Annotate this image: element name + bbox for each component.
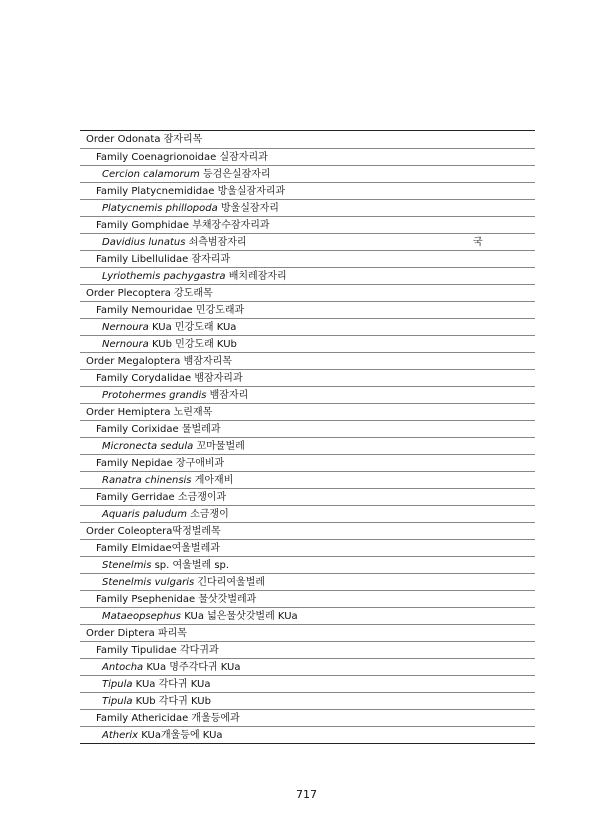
common-name: 긴다리여울벌레 <box>194 577 266 588</box>
family-row <box>80 216 535 233</box>
scientific-name: Ranatra chinensis <box>102 475 192 486</box>
scientific-name: Mataeopsephus <box>102 611 182 622</box>
taxon-label: Family Psephenidae 물삿갓벌레과 <box>96 594 257 605</box>
family-row <box>80 420 535 437</box>
common-name: KUa 민강도래 KUa <box>148 322 237 333</box>
species-row <box>80 471 535 488</box>
taxon-label: Family Nepidae 장구애비과 <box>96 458 225 469</box>
scientific-name: Platycnemis phillopoda <box>102 203 218 214</box>
family-row <box>80 250 535 267</box>
taxon-label: Order Odonata 잠자리목 <box>86 134 203 145</box>
species-row <box>80 573 535 590</box>
scientific-name: Antocha <box>102 662 144 673</box>
species-row <box>80 233 535 250</box>
common-name: KUa 각다귀 KUa <box>132 679 211 690</box>
status-mark: 국 <box>473 237 483 248</box>
common-name: 방울실잠자리 <box>217 203 279 214</box>
taxon-label: Family Coenagrionoidae 실잠자리과 <box>96 152 268 163</box>
taxon-label: Family Gerridae 소금쟁이과 <box>96 492 227 503</box>
taxon-label: Family Corydalidae 뱀잠자리과 <box>96 373 243 384</box>
species-row <box>80 658 535 675</box>
species-row <box>80 386 535 403</box>
species-row <box>80 505 535 522</box>
taxon-label: Family Platycnemididae 방울실잠자리과 <box>96 186 286 197</box>
taxa-list <box>80 130 535 744</box>
species-row <box>80 692 535 709</box>
scientific-name: Davidius lunatus <box>102 237 186 248</box>
common-name: KUb 민강도래 KUb <box>148 339 237 350</box>
family-row <box>80 539 535 556</box>
taxon-label: Family Nemouridae 민강도래과 <box>96 305 245 316</box>
common-name: 꼬마물벌레 <box>193 441 245 452</box>
taxon-label: Order Megaloptera 뱀잠자리목 <box>86 356 232 367</box>
species-row <box>80 726 535 743</box>
family-row <box>80 301 535 318</box>
common-name: 게아재비 <box>191 475 234 486</box>
taxon-label: Family Tipulidae 각다귀과 <box>96 645 219 656</box>
common-name: 뱀잠자리 <box>206 390 249 401</box>
scientific-name: Protohermes grandis <box>102 390 207 401</box>
scientific-name: Stenelmis <box>102 560 152 571</box>
family-row <box>80 369 535 386</box>
taxon-label: Order Plecoptera 강도래목 <box>86 288 213 299</box>
scientific-name: Lyriothemis pachygastra <box>102 271 226 282</box>
common-name: KUb 각다귀 KUb <box>132 696 211 707</box>
taxon-label: Family Libellulidae 잠자리과 <box>96 254 231 265</box>
species-row <box>80 556 535 573</box>
species-row <box>80 437 535 454</box>
taxon-label: Family Athericidae 개울등에과 <box>96 713 240 724</box>
scientific-name: Aquaris paludum <box>102 509 187 520</box>
family-row <box>80 488 535 505</box>
common-name: sp. 여울벌레 sp. <box>151 560 230 571</box>
order-row <box>80 624 535 641</box>
family-row <box>80 182 535 199</box>
common-name: 소금쟁이 <box>186 509 229 520</box>
common-name: KUa 명주각다귀 KUa <box>143 662 241 673</box>
family-row <box>80 590 535 607</box>
common-name: 쇠측범잠자리 <box>185 237 247 248</box>
common-name: KUa 넓은물삿갓벌레 KUa <box>181 611 298 622</box>
taxon-label: Order Diptera 파리목 <box>86 628 187 639</box>
family-row <box>80 641 535 658</box>
taxon-label: Family Gomphidae 부채장수잠자리과 <box>96 220 270 231</box>
species-row <box>80 607 535 624</box>
scientific-name: Nernoura <box>102 339 149 350</box>
page-number: 717 <box>296 788 317 801</box>
species-row <box>80 318 535 335</box>
species-row <box>80 165 535 182</box>
scientific-name: Nernoura <box>102 322 149 333</box>
order-row <box>80 522 535 539</box>
scientific-name: Atherix <box>102 730 139 741</box>
order-row <box>80 403 535 420</box>
taxon-label: Family Corixidae 물벌레과 <box>96 424 221 435</box>
scientific-name: Micronecta sedula <box>102 441 194 452</box>
species-row <box>80 335 535 352</box>
species-row <box>80 675 535 692</box>
species-row <box>80 267 535 284</box>
common-name: 배치레잠자리 <box>225 271 287 282</box>
family-row <box>80 709 535 726</box>
common-name: KUa개울등에 KUa <box>138 730 223 741</box>
order-row <box>80 131 535 148</box>
scientific-name: Cercion calamorum <box>102 169 200 180</box>
order-row <box>80 284 535 301</box>
species-row <box>80 199 535 216</box>
family-row <box>80 454 535 471</box>
taxon-label: Order Coleoptera딱정벌레목 <box>86 526 221 537</box>
family-row <box>80 148 535 165</box>
taxon-label: Order Hemiptera 노린재목 <box>86 407 213 418</box>
common-name: 등검은실잠자리 <box>199 169 271 180</box>
taxon-label: Family Elmidae여울벌레과 <box>96 543 220 554</box>
order-row <box>80 352 535 369</box>
scientific-name: Tipula <box>102 696 133 707</box>
scientific-name: Stenelmis vulgaris <box>102 577 195 588</box>
scientific-name: Tipula <box>102 679 133 690</box>
